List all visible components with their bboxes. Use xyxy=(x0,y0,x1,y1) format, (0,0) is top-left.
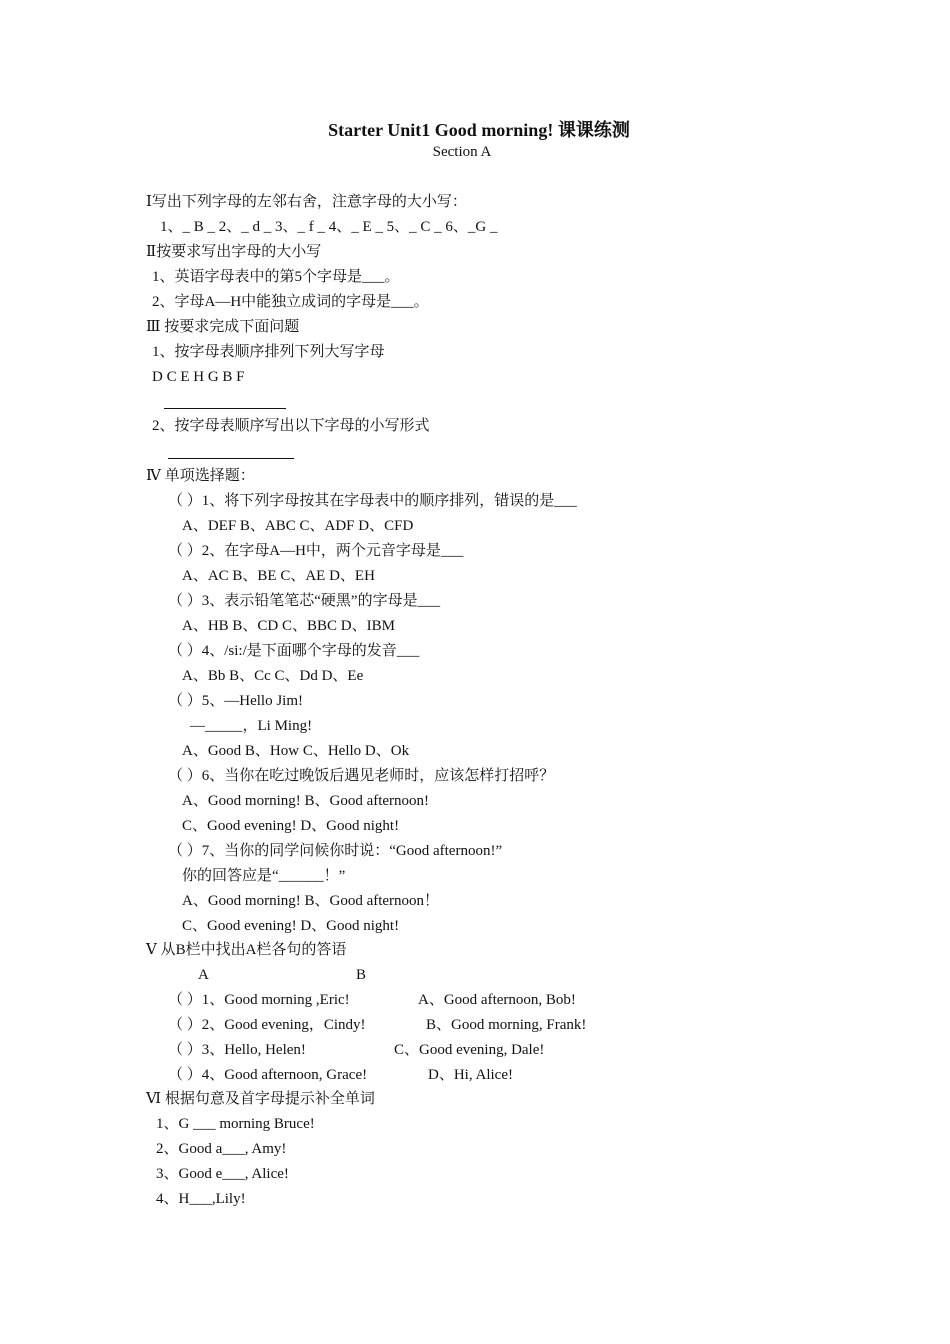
mc-question-4: （ ）4、/si:/是下面哪个字母的发音___ xyxy=(168,643,420,659)
mc-question-3: （ ）3、表示铅笔笔芯“硬黑”的字母是___ xyxy=(168,593,441,609)
match-a-3: （ ）3、Hello, Helen! xyxy=(168,1042,306,1058)
fill-in-2: 2、Good a___, Amy! xyxy=(156,1141,287,1157)
answer-line xyxy=(168,458,294,459)
part-3-question-2: 2、按字母表顺序写出以下字母的小写形式 xyxy=(152,418,430,434)
mc-question-5: （ ）5、—Hello Jim! xyxy=(168,693,303,709)
match-b-b: B、Good morning, Frank! xyxy=(426,1017,587,1033)
part-3-heading: Ⅲ 按要求完成下面问题 xyxy=(146,319,300,335)
mc-question-5-reply: —_____，Li Ming! xyxy=(190,718,313,734)
part-3-letters: D C E H G B F xyxy=(152,369,245,385)
mc-question-1: （ ）1、将下列字母按其在字母表中的顺序排列，错误的是___ xyxy=(168,493,577,509)
mc-options-2: A、AC B、BE C、AE D、EH xyxy=(182,568,375,584)
match-a-1: （ ）1、Good morning ,Eric! xyxy=(168,992,350,1008)
part-2-question-1: 1、英语字母表中的第5个字母是___。 xyxy=(152,269,400,285)
part-1-items: 1、_ B _ 2、_ d _ 3、_ f _ 4、_ E _ 5、_ C _ 6、_G _ xyxy=(160,219,498,235)
mc-options-7-cd: C、Good evening! D、Good night! xyxy=(182,918,400,934)
worksheet-title: Starter Unit1 Good morning! 课课练测 xyxy=(328,120,630,140)
fill-in-4: 4、H___,Lily! xyxy=(156,1191,246,1207)
mc-options-1: A、DEF B、ABC C、ADF D、CFD xyxy=(182,518,414,534)
match-a-2: （ ）2、Good evening，Cindy! xyxy=(168,1017,366,1033)
column-a-label: A xyxy=(198,967,209,983)
match-b-c: C、Good evening, Dale! xyxy=(394,1042,545,1058)
part-6-heading: Ⅵ 根据句意及首字母提示补全单词 xyxy=(146,1091,375,1107)
part-3-question-1: 1、按字母表顺序排列下列大写字母 xyxy=(152,344,385,360)
part-5-heading: Ⅴ 从B栏中找出A栏各句的答语 xyxy=(146,942,347,958)
mc-options-5: A、Good B、How C、Hello D、Ok xyxy=(182,743,410,759)
mc-options-6-cd: C、Good evening! D、Good night! xyxy=(182,818,400,834)
mc-options-4: A、Bb B、Cc C、Dd D、Ee xyxy=(182,668,364,684)
match-b-a: A、Good afternoon, Bob! xyxy=(418,992,576,1008)
mc-options-6-ab: A、Good morning! B、Good afternoon! xyxy=(182,793,430,809)
part-4-heading: Ⅳ 单项选择题： xyxy=(146,468,255,484)
answer-line xyxy=(164,408,286,409)
mc-question-7-prompt: 你的回答应是“______！” xyxy=(182,868,346,884)
mc-options-3: A、HB B、CD C、BBC D、IBM xyxy=(182,618,395,634)
column-b-label: B xyxy=(356,967,367,983)
fill-in-3: 3、Good e___, Alice! xyxy=(156,1166,289,1182)
section-label: Section A xyxy=(432,144,492,160)
part-2-heading: Ⅱ按要求写出字母的大小写 xyxy=(146,244,322,260)
mc-question-2: （ ）2、在字母A—H中，两个元音字母是___ xyxy=(168,543,464,559)
mc-question-7: （ ）7、当你的同学问候你时说：“Good afternoon!” xyxy=(168,843,503,859)
mc-options-7-ab: A、Good morning! B、Good afternoon！ xyxy=(182,893,440,909)
fill-in-1: 1、G ___ morning Bruce! xyxy=(156,1116,315,1132)
part-1-heading: Ⅰ写出下列字母的左邻右舍，注意字母的大小写： xyxy=(146,194,467,210)
match-b-d: D、Hi, Alice! xyxy=(428,1067,513,1083)
match-a-4: （ ）4、Good afternoon, Grace! xyxy=(168,1067,368,1083)
part-2-question-2: 2、字母A—H中能独立成词的字母是___。 xyxy=(152,294,429,310)
mc-question-6: （ ）6、当你在吃过晚饭后遇见老师时，应该怎样打招呼？ xyxy=(168,768,555,784)
